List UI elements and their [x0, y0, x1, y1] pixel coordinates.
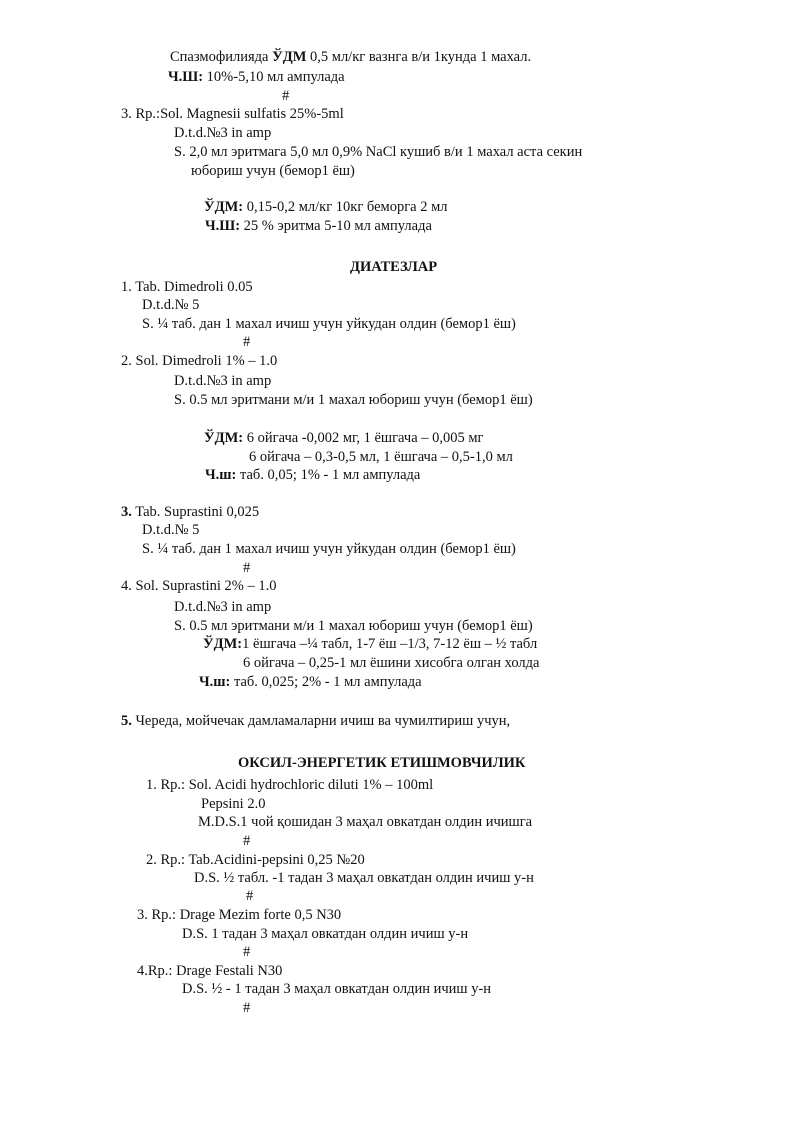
doc-line: 1. Rp.: Sol. Acidi hydrochloric diluti 1% – 100ml: [146, 777, 434, 793]
doc-line: Ч.ш: таб. 0,05; 1% - 1 мл ампулада: [205, 467, 421, 483]
doc-line: Ч.ш: таб. 0,025; 2% - 1 мл ампулада: [199, 674, 422, 690]
doc-line: 2. Rp.: Tab.Acidini-pepsini 0,25 №20: [146, 852, 365, 868]
doc-line: 4. Sol. Suprastini 2% – 1.0: [121, 578, 277, 594]
separator-mark: #: [282, 88, 290, 104]
doc-line: D.t.d.№3 in amp: [174, 599, 272, 615]
doc-line: 6 ойгача – 0,25-1 мл ёшини хисобга олган холда: [243, 655, 540, 671]
doc-line: 2. Sol. Dimedroli 1% – 1.0: [121, 353, 278, 369]
doc-line: 4.Rp.: Drage Festali N30: [137, 963, 283, 979]
doc-line: D.t.d.№ 5: [142, 522, 200, 538]
doc-line: 3. Tab. Suprastini 0,025: [121, 504, 260, 520]
doc-line: M.D.S.1 чой қошидан 3 маҳал овкатдан олдин ичишга: [198, 814, 533, 830]
doc-line: S. ¼ таб. дан 1 махал ичиш учун уйкудан олдин (бемор1 ёш): [142, 316, 516, 332]
doc-line: ЎДМ: 6 ойгача -0,002 мг, 1 ёшгача – 0,005 мг: [204, 430, 484, 446]
section-heading: ДИАТЕЗЛАР: [350, 259, 438, 275]
doc-line: 5. Череда, мойчечак дамламаларни ичиш ва чумилтириш учун,: [121, 713, 511, 729]
doc-line: D.t.d.№3 in amp: [174, 125, 272, 141]
doc-line: Ч.Ш: 10%-5,10 мл ампулада: [168, 69, 345, 85]
separator-mark: #: [243, 944, 251, 960]
doc-line: D.t.d.№3 in amp: [174, 373, 272, 389]
doc-line: Спазмофилияда ЎДМ 0,5 мл/кг вазнга в/и 1кунда 1 махал.: [170, 49, 532, 65]
doc-line: ЎДМ: 0,15-0,2 мл/кг 10кг беморга 2 мл: [204, 199, 448, 215]
doc-line: D.t.d.№ 5: [142, 297, 200, 313]
doc-line: Ч.Ш: 25 % эритма 5-10 мл ампулада: [205, 218, 432, 234]
doc-line: 6 ойгача – 0,3-0,5 мл, 1 ёшгача – 0,5-1,0 мл: [249, 449, 513, 465]
separator-mark: #: [246, 888, 254, 904]
separator-mark: #: [243, 560, 251, 576]
doc-line: S. 0.5 мл эритмани м/и 1 махал юбориш учун (бемор1 ёш): [174, 392, 533, 408]
section-heading: ОКСИЛ-ЭНЕРГЕТИК ЕТИШМОВЧИЛИК: [238, 755, 526, 771]
separator-mark: #: [243, 833, 251, 849]
doc-line: S. 0.5 мл эритмани м/и 1 махал юбориш учун (бемор1 ёш): [174, 618, 533, 634]
separator-mark: #: [243, 1000, 251, 1016]
doc-line: 1. Tab. Dimedroli 0.05: [121, 279, 253, 295]
separator-mark: #: [243, 334, 251, 350]
doc-line: 3. Rp.: Drage Mezim forte 0,5 N30: [137, 907, 342, 923]
doc-line: ЎДМ:1 ёшгача –¼ табл, 1-7 ёш –1/3, 7-12 ёш – ½ табл: [203, 636, 538, 652]
doc-line: D.S. ½ - 1 тадан 3 маҳал овкатдан олдин ичиш у-н: [182, 981, 492, 997]
doc-line: S. 2,0 мл эритмага 5,0 мл 0,9% NaCl кушиб в/и 1 махал аста секин: [174, 144, 583, 160]
doc-line: D.S. ½ табл. -1 тадан 3 маҳал овкатдан олдин ичиш у-н: [194, 870, 534, 886]
doc-line: юбориш учун (бемор1 ёш): [191, 163, 355, 179]
doc-line: 3. Rp.:Sol. Magnesii sulfatis 25%-5ml: [121, 106, 344, 122]
doc-line: D.S. 1 тадан 3 маҳал овкатдан олдин ичиш у-н: [182, 926, 469, 942]
doc-line: S. ¼ таб. дан 1 махал ичиш учун уйкудан олдин (бемор1 ёш): [142, 541, 516, 557]
doc-line: Pepsini 2.0: [201, 796, 266, 812]
